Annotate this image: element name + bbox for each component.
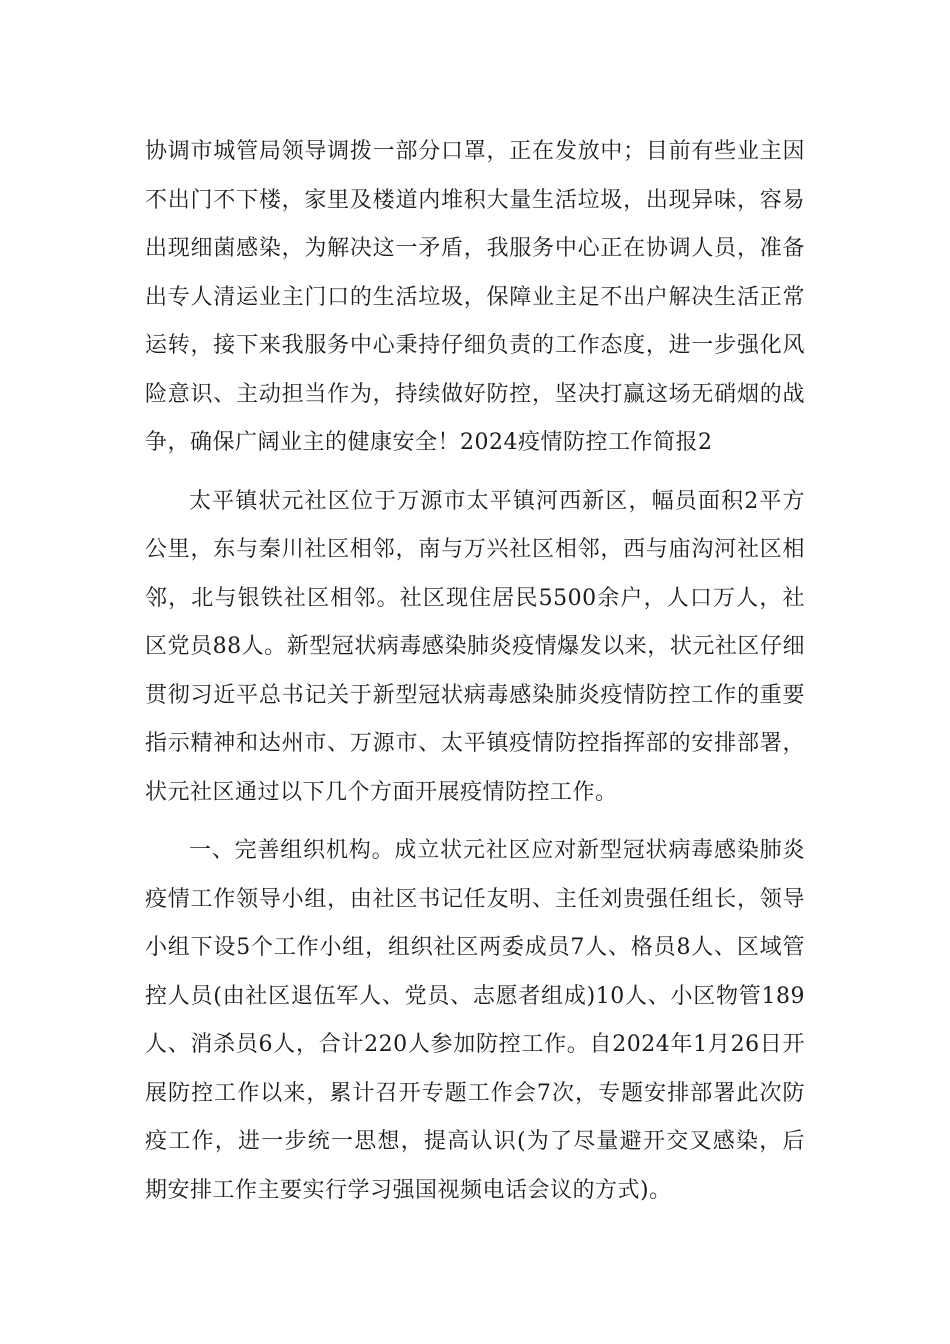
document-body <box>145 128 805 1215</box>
paragraph-continuation: 协调市城管局领导调拨一部分口罩，正在发放中；目前有些业主因不出门不下楼，家里及楼道内堆积大量生活垃圾，出现异味，容易出现细菌感染，为解决这一矛盾，我服务中心正在协调人员，准备出专人清运业主门口的生活垃圾，保障业主足不出户解决生活正常运转，接下来我服务中心秉持仔细负责的工作态度，进一步强化风险意识、主动担当作为，持续做好防控，坚决打赢这场无硝烟的战争，确保广阔业主的健康安全！2024疫情防控工作简报2 <box>145 139 805 455</box>
paragraph-community-overview: 太平镇状元社区位于万源市太平镇河西新区，幅员面积2平方公里，东与秦川社区相邻，南与万兴社区相邻，西与庙沟河社区相邻，北与银铁社区相邻。社区现住居民5500余户，人口万人，社区党员88人。新型冠状病毒感染肺炎疫情爆发以来，状元社区仔细贯彻习近平总书记关于新型冠状病毒感染肺炎疫情防控工作的重要指示精神和达州市、万源市、太平镇疫情防控指挥部的安排部署，状元社区通过以下几个方面开展疫情防控工作。 <box>145 488 805 805</box>
paragraph-organization: 一、完善组织机构。成立状元社区应对新型冠状病毒感染肺炎疫情工作领导小组，由社区书记任友明、主任刘贵强任组长，领导小组下设5个工作小组，组织社区两委成员7人、格员8人、区域管控人员(由社区退伍军人、党员、志愿者组成)10人、小区物管189人、消杀员6人，合计220人参加防控工作。自2024年1月26日开展防控工作以来，累计召开专题工作会7次，专题安排部署此次防疫工作，进一步统一思想，提高认识(为了尽量避开交叉感染，后期安排工作主要实行学习强国视频电话会议的方式)。 <box>145 838 805 1203</box>
